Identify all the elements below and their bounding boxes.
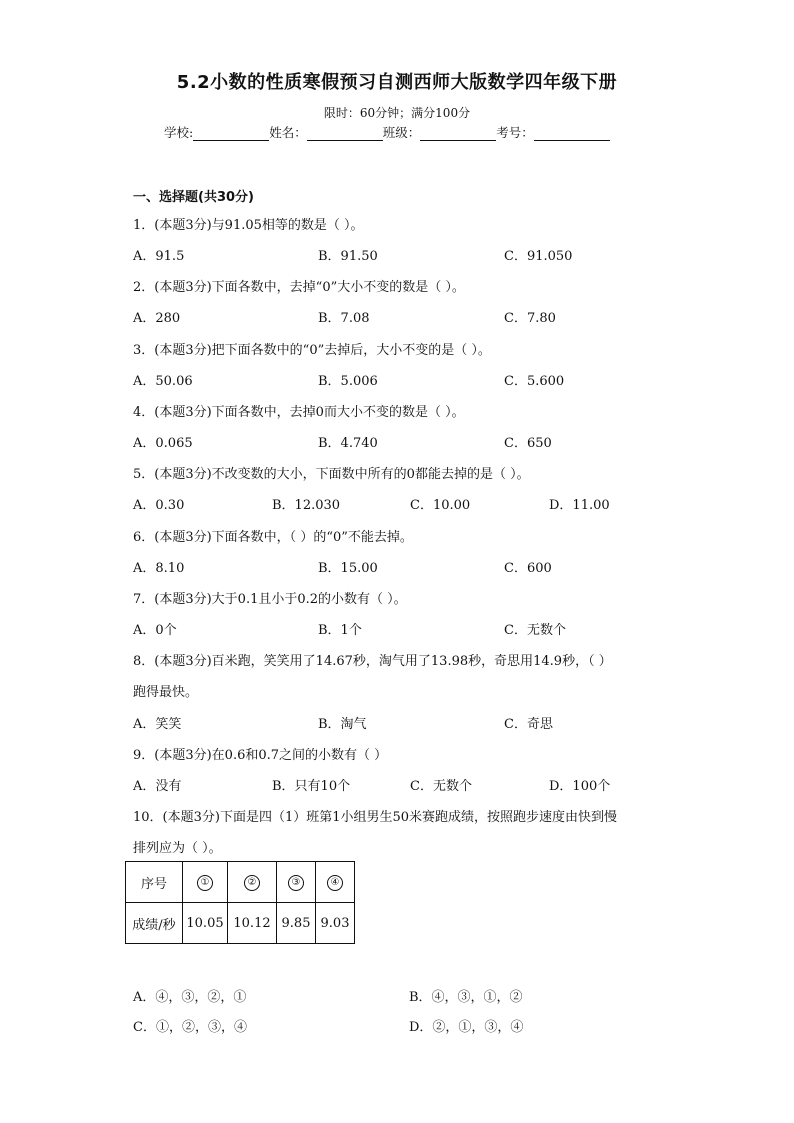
circled-number: ④: [327, 875, 343, 891]
option-b[interactable]: B．91.50: [318, 249, 378, 264]
circled-number: ①: [197, 875, 213, 891]
table-cell: [277, 862, 316, 903]
option-b[interactable]: B．15.00: [318, 561, 378, 576]
option-c[interactable]: C．无数个: [504, 623, 566, 638]
section-title: 一、选择题(共30分): [133, 190, 254, 205]
question-stem: 10．(本题3分)下面是四（1）班第1小组男生50米赛跑成绩，按照跑步速度由快到慢: [133, 810, 618, 825]
class-blank: [420, 126, 496, 141]
option-a[interactable]: A．没有: [133, 779, 182, 794]
option-d[interactable]: D．②，①，③，④: [409, 1020, 524, 1035]
question-stem: 2．(本题3分)下面各数中，去掉“0”大小不变的数是（ ）。: [133, 280, 465, 295]
option-d[interactable]: D．11.00: [549, 498, 610, 513]
school-label: 学校:: [164, 125, 194, 140]
table-cell: 9.85: [277, 903, 316, 944]
table-row: [126, 903, 355, 944]
name-blank: [307, 126, 383, 141]
option-b[interactable]: B．7.08: [318, 311, 370, 326]
option-c[interactable]: C．7.80: [504, 311, 556, 326]
question-stem-continued: 跑得最快。: [133, 685, 199, 700]
question-stem: 3．(本题3分)把下面各数中的“0”去掉后，大小不变的是（ ）。: [133, 343, 491, 358]
question-stem-continued: 排列应为（ ）。: [133, 841, 222, 856]
option-a[interactable]: A．91.5: [133, 249, 185, 264]
table-row: [126, 862, 355, 903]
exam-subtitle: 限时：60分钟；满分100分: [323, 106, 471, 120]
circled-number: ②: [244, 875, 260, 891]
option-a[interactable]: A．8.10: [133, 561, 185, 576]
table-cell: [316, 862, 355, 903]
table-cell: 10.05: [183, 903, 228, 944]
question-stem: 8．(本题3分)百米跑，笑笑用了14.67秒，淘气用了13.98秒，奇思用14.9秒，（ ）: [133, 654, 612, 669]
option-c[interactable]: C．650: [504, 436, 552, 451]
option-a[interactable]: A．0个: [133, 623, 177, 638]
table-cell: 序号: [126, 862, 183, 903]
circled-number: ③: [288, 875, 304, 891]
table-cell: 10.12: [228, 903, 277, 944]
exam-number-label: 考号：: [496, 125, 534, 140]
student-info-row: [164, 123, 610, 141]
table-cell: 成绩/秒: [126, 903, 183, 944]
question-stem: 9．(本题3分)在0.6和0.7之间的小数有（ ）: [133, 748, 388, 763]
option-c[interactable]: C．600: [504, 561, 552, 576]
option-a[interactable]: A．笑笑: [133, 717, 182, 732]
question-stem: 5．(本题3分)不改变数的大小，下面数中所有的0都能去掉的是（ ）。: [133, 467, 530, 482]
option-a[interactable]: A．④，③，②，①: [133, 990, 247, 1005]
question-stem: 7．(本题3分)大于0.1且小于0.2的小数有（ ）。: [133, 592, 407, 607]
option-c[interactable]: C．①，②，③，④: [133, 1020, 247, 1035]
option-a[interactable]: A．0.065: [133, 436, 193, 451]
option-d[interactable]: D．100个: [549, 779, 611, 794]
table-cell: 9.03: [316, 903, 355, 944]
option-b[interactable]: B．④，③，①，②: [409, 990, 523, 1005]
table-cell: [183, 862, 228, 903]
option-b[interactable]: B．4.740: [318, 436, 378, 451]
exam-title: 5.2小数的性质寒假预习自测西师大版数学四年级下册: [176, 72, 618, 93]
option-b[interactable]: B．淘气: [318, 717, 367, 732]
option-a[interactable]: A．0.30: [133, 498, 185, 513]
exam-number-blank: [534, 126, 610, 141]
option-b[interactable]: B．只有10个: [272, 779, 351, 794]
question-stem: 1．(本题3分)与91.05相等的数是（ ）。: [133, 218, 364, 233]
option-a[interactable]: A．280: [133, 311, 181, 326]
table-cell: [228, 862, 277, 903]
option-a[interactable]: A．50.06: [133, 374, 193, 389]
option-c[interactable]: C．5.600: [504, 374, 565, 389]
name-label: 姓名：: [269, 125, 307, 140]
question-stem: 6．(本题3分)下面各数中，（ ）的“0”不能去掉。: [133, 530, 413, 545]
option-c[interactable]: C．10.00: [410, 498, 471, 513]
option-c[interactable]: C．无数个: [410, 779, 472, 794]
scores-table: [125, 861, 355, 944]
class-label: 班级：: [382, 125, 421, 140]
option-b[interactable]: B．5.006: [318, 374, 378, 389]
option-c[interactable]: C．91.050: [504, 249, 573, 264]
question-stem: 4．(本题3分)下面各数中，去掉0而大小不变的数是（ ）。: [133, 405, 465, 420]
school-blank: [193, 126, 269, 141]
option-c[interactable]: C．奇思: [504, 717, 553, 732]
option-b[interactable]: B．1个: [318, 623, 362, 638]
option-b[interactable]: B．12.030: [272, 498, 341, 513]
